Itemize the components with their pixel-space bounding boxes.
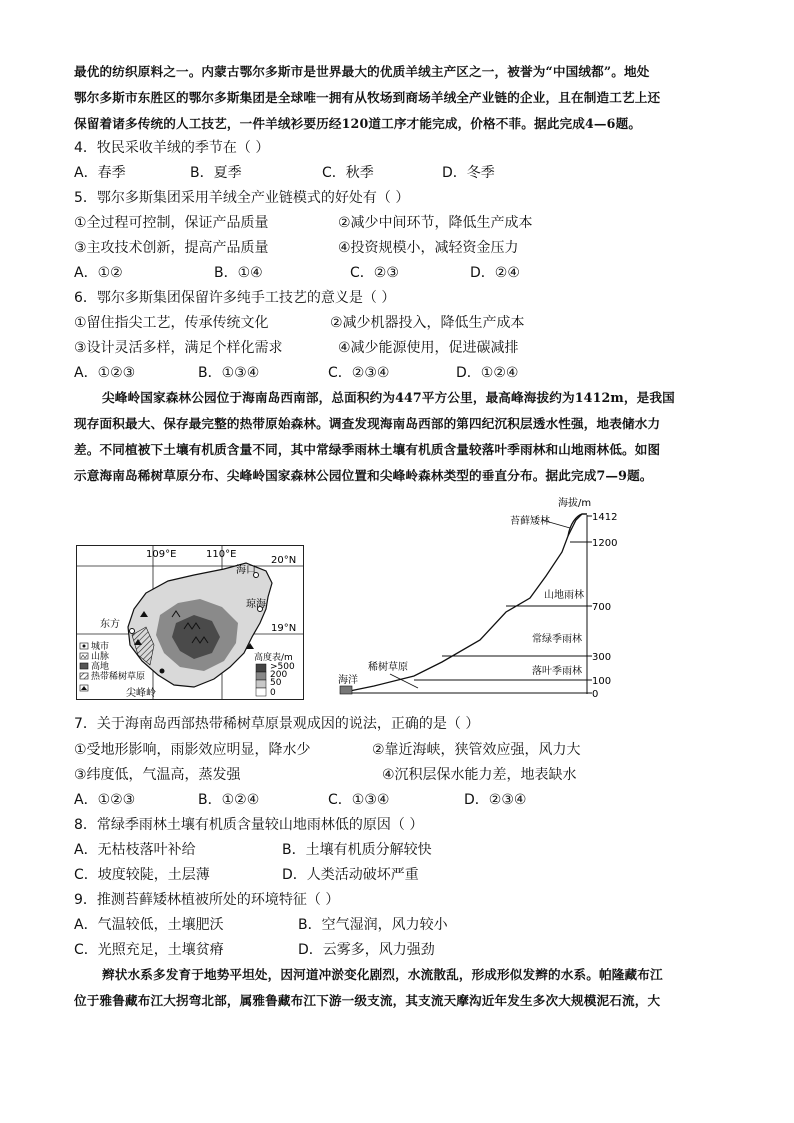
- lat-label-20: 20°N: [271, 555, 297, 566]
- q9-option-c: C．光照充足，土壤贫瘠: [74, 942, 224, 958]
- q9-stem: 9．推测苔藓矮林植被所处的环境特征（ ）: [74, 892, 340, 908]
- q5-item-3: ③主攻技术创新，提高产品质量: [74, 240, 269, 256]
- q7-item-1: ①受地形影响，雨影效应明显，降水少: [74, 742, 311, 758]
- q5-option-d: D．②④: [470, 265, 520, 281]
- tick-1412: 1412: [592, 512, 618, 523]
- elev-level-50: 50: [270, 678, 282, 688]
- elev-level-500: >500: [270, 662, 295, 672]
- q5-option-c: C．②③: [350, 265, 399, 281]
- elev-level-200: 200: [270, 670, 288, 680]
- zone-evergreen-monsoon: 常绿季雨林: [532, 634, 582, 645]
- city-dongfang-icon: [130, 629, 135, 634]
- q6-option-b: B．①③④: [198, 365, 260, 381]
- q5-item-2: ②减少中间环节，降低生产成本: [338, 215, 533, 231]
- q7-stem: 7．关于海南岛西部热带稀树草原景观成因的说法，正确的是（ ）: [74, 716, 480, 732]
- q7-option-b: B．①②④: [198, 792, 260, 808]
- passage2-line-4: 示意海南岛稀树草原分布、尖峰岭国家森林公园位置和尖峰岭森林类型的垂直分布。据此完成7—9题。: [74, 468, 653, 483]
- zone-deciduous-monsoon: 落叶季雨林: [532, 666, 582, 677]
- q6-option-a: A．①②③: [74, 365, 136, 381]
- q8-option-b: B．土壤有机质分解较快: [282, 842, 432, 858]
- zone-montane-rainforest: 山地雨林: [544, 590, 584, 601]
- q5-item-1: ①全过程可控制，保证产品质量: [74, 215, 269, 231]
- q8-stem: 8．常绿季雨林土壤有机质含量较山地雨林低的原因（ ）: [74, 817, 424, 833]
- q8-option-d: D．人类活动破坏严重: [282, 867, 419, 883]
- lat-label-19: 19°N: [271, 623, 297, 634]
- q7-option-c: C．①③④: [328, 792, 390, 808]
- legend-mountain: 山脉: [91, 652, 110, 662]
- passage2-line-3: 差。不同植被下土壤有机质含量不同，其中常绿季雨林土壤有机质含量较落叶季雨林和山地雨林低。如图: [74, 442, 661, 457]
- q6-item-1: ①留住指尖工艺，传承传统文化: [74, 315, 269, 331]
- legend-highland: 高地: [91, 662, 110, 672]
- q4-stem: 4．牧民采收羊绒的季节在（ ）: [74, 140, 270, 156]
- lon-label-110: 110°E: [206, 549, 237, 560]
- q7-item-3: ③纬度低，气温高，蒸发强: [74, 767, 241, 783]
- hainan-map: [76, 545, 304, 700]
- q4-option-c: C．秋季: [322, 165, 374, 181]
- tick-1200: 1200: [592, 538, 618, 549]
- passage1-line-2: 鄂尔多斯市东胜区的鄂尔多斯集团是全球唯一拥有从牧场到商场羊绒全产业链的企业，且在制造工艺上还: [74, 90, 661, 105]
- q9-option-d: D．云雾多，风力强劲: [298, 942, 435, 958]
- jianfengling-icon: [160, 669, 165, 674]
- passage1-line-3: 保留着诸多传统的人工技艺，一件羊绒衫要历经120道工序才能完成，价格不菲。据此完成4—6题。: [74, 116, 642, 131]
- passage3-line-1: 辫状水系多发育于地势平坦处，因河道冲淤变化剧烈，水流散乱，形成形似发辫的水系。帕隆藏布江: [102, 967, 663, 982]
- q6-stem: 6．鄂尔多斯集团保留许多纯手工技艺的意义是（ ）: [74, 290, 396, 306]
- tick-0: 0: [592, 689, 599, 700]
- passage2-line-2: 现存面积最大、保存最完整的热带原始森林。调查发现海南岛西部的第四纪沉积层透水性强，地表储水力: [74, 416, 661, 431]
- q6-item-3: ③设计灵活多样，满足个样化需求: [74, 340, 283, 356]
- zone-savanna: 稀树草原: [368, 662, 408, 673]
- q5-stem: 5．鄂尔多斯集团采用羊绒全产业链模式的好处有（ ）: [74, 190, 410, 206]
- q7-item-2: ②靠近海峡，狭管效应强，风力大: [372, 742, 581, 758]
- zone-ocean: 海洋: [338, 675, 358, 686]
- q4-option-d: D．冬季: [442, 165, 495, 181]
- passage2-line-1: 尖峰岭国家森林公园位于海南岛西南部，总面积约为447平方公里，最高峰海拔约为1412m，是我国: [102, 390, 675, 405]
- ocean-block: [340, 686, 352, 694]
- tick-300: 300: [592, 652, 612, 663]
- q6-option-d: D．①②④: [456, 365, 519, 381]
- q4-option-b: B．夏季: [190, 165, 242, 181]
- zone-moss-forest: 苔藓矮林: [510, 516, 550, 527]
- place-dongfang: 东方: [100, 619, 120, 630]
- vegetation-profile: [330, 490, 620, 700]
- q5-option-b: B．①④: [214, 265, 263, 281]
- passage3-line-2: 位于雅鲁藏布江大拐弯北部，属雅鲁藏布江下游一级支流，其支流天摩沟近年发生多次大规模泥石流，大: [74, 993, 661, 1008]
- q8-option-a: A．无枯枝落叶补给: [74, 842, 196, 858]
- q9-option-a: A．气温较低，土壤肥沃: [74, 917, 224, 933]
- profile-ticks: [587, 512, 617, 700]
- passage1-line-1: 最优的纺织原料之一。内蒙古鄂尔多斯市是世界最大的优质羊绒主产区之一，被誉为“中国绒都”。地处: [74, 64, 650, 79]
- profile-axis-title: 海拔/m: [558, 498, 592, 509]
- place-haikou: 海口: [236, 565, 256, 576]
- q6-item-4: ④减少能源使用，促进碳减排: [338, 340, 519, 356]
- tick-100: 100: [592, 676, 612, 687]
- q5-item-4: ④投资规模小，减轻资金压力: [338, 240, 519, 256]
- place-jianfengling: 尖峰岭: [126, 688, 156, 699]
- elev-title: 高度表/m: [254, 653, 293, 663]
- q5-option-a: A．①②: [74, 265, 123, 281]
- lon-label-109: 109°E: [146, 549, 177, 560]
- q7-option-d: D．②③④: [464, 792, 527, 808]
- peak-shape: [568, 514, 587, 536]
- q7-option-a: A．①②③: [74, 792, 136, 808]
- tick-700: 700: [592, 602, 612, 613]
- q8-option-c: C．坡度较陡，土层薄: [74, 867, 210, 883]
- legend-city: 城市: [91, 642, 110, 652]
- q9-option-b: B．空气湿润，风力较小: [298, 917, 448, 933]
- q4-option-a: A．春季: [74, 165, 126, 181]
- q6-item-2: ②减少机器投入，降低生产成本: [330, 315, 525, 331]
- q7-item-4: ④沉积层保水能力差，地表缺水: [382, 767, 577, 783]
- q6-option-c: C．②③④: [328, 365, 390, 381]
- legend-savanna: 热带稀树草原: [91, 672, 146, 682]
- elev-level-0: 0: [270, 688, 276, 698]
- place-qionghai: 琼海: [246, 599, 266, 610]
